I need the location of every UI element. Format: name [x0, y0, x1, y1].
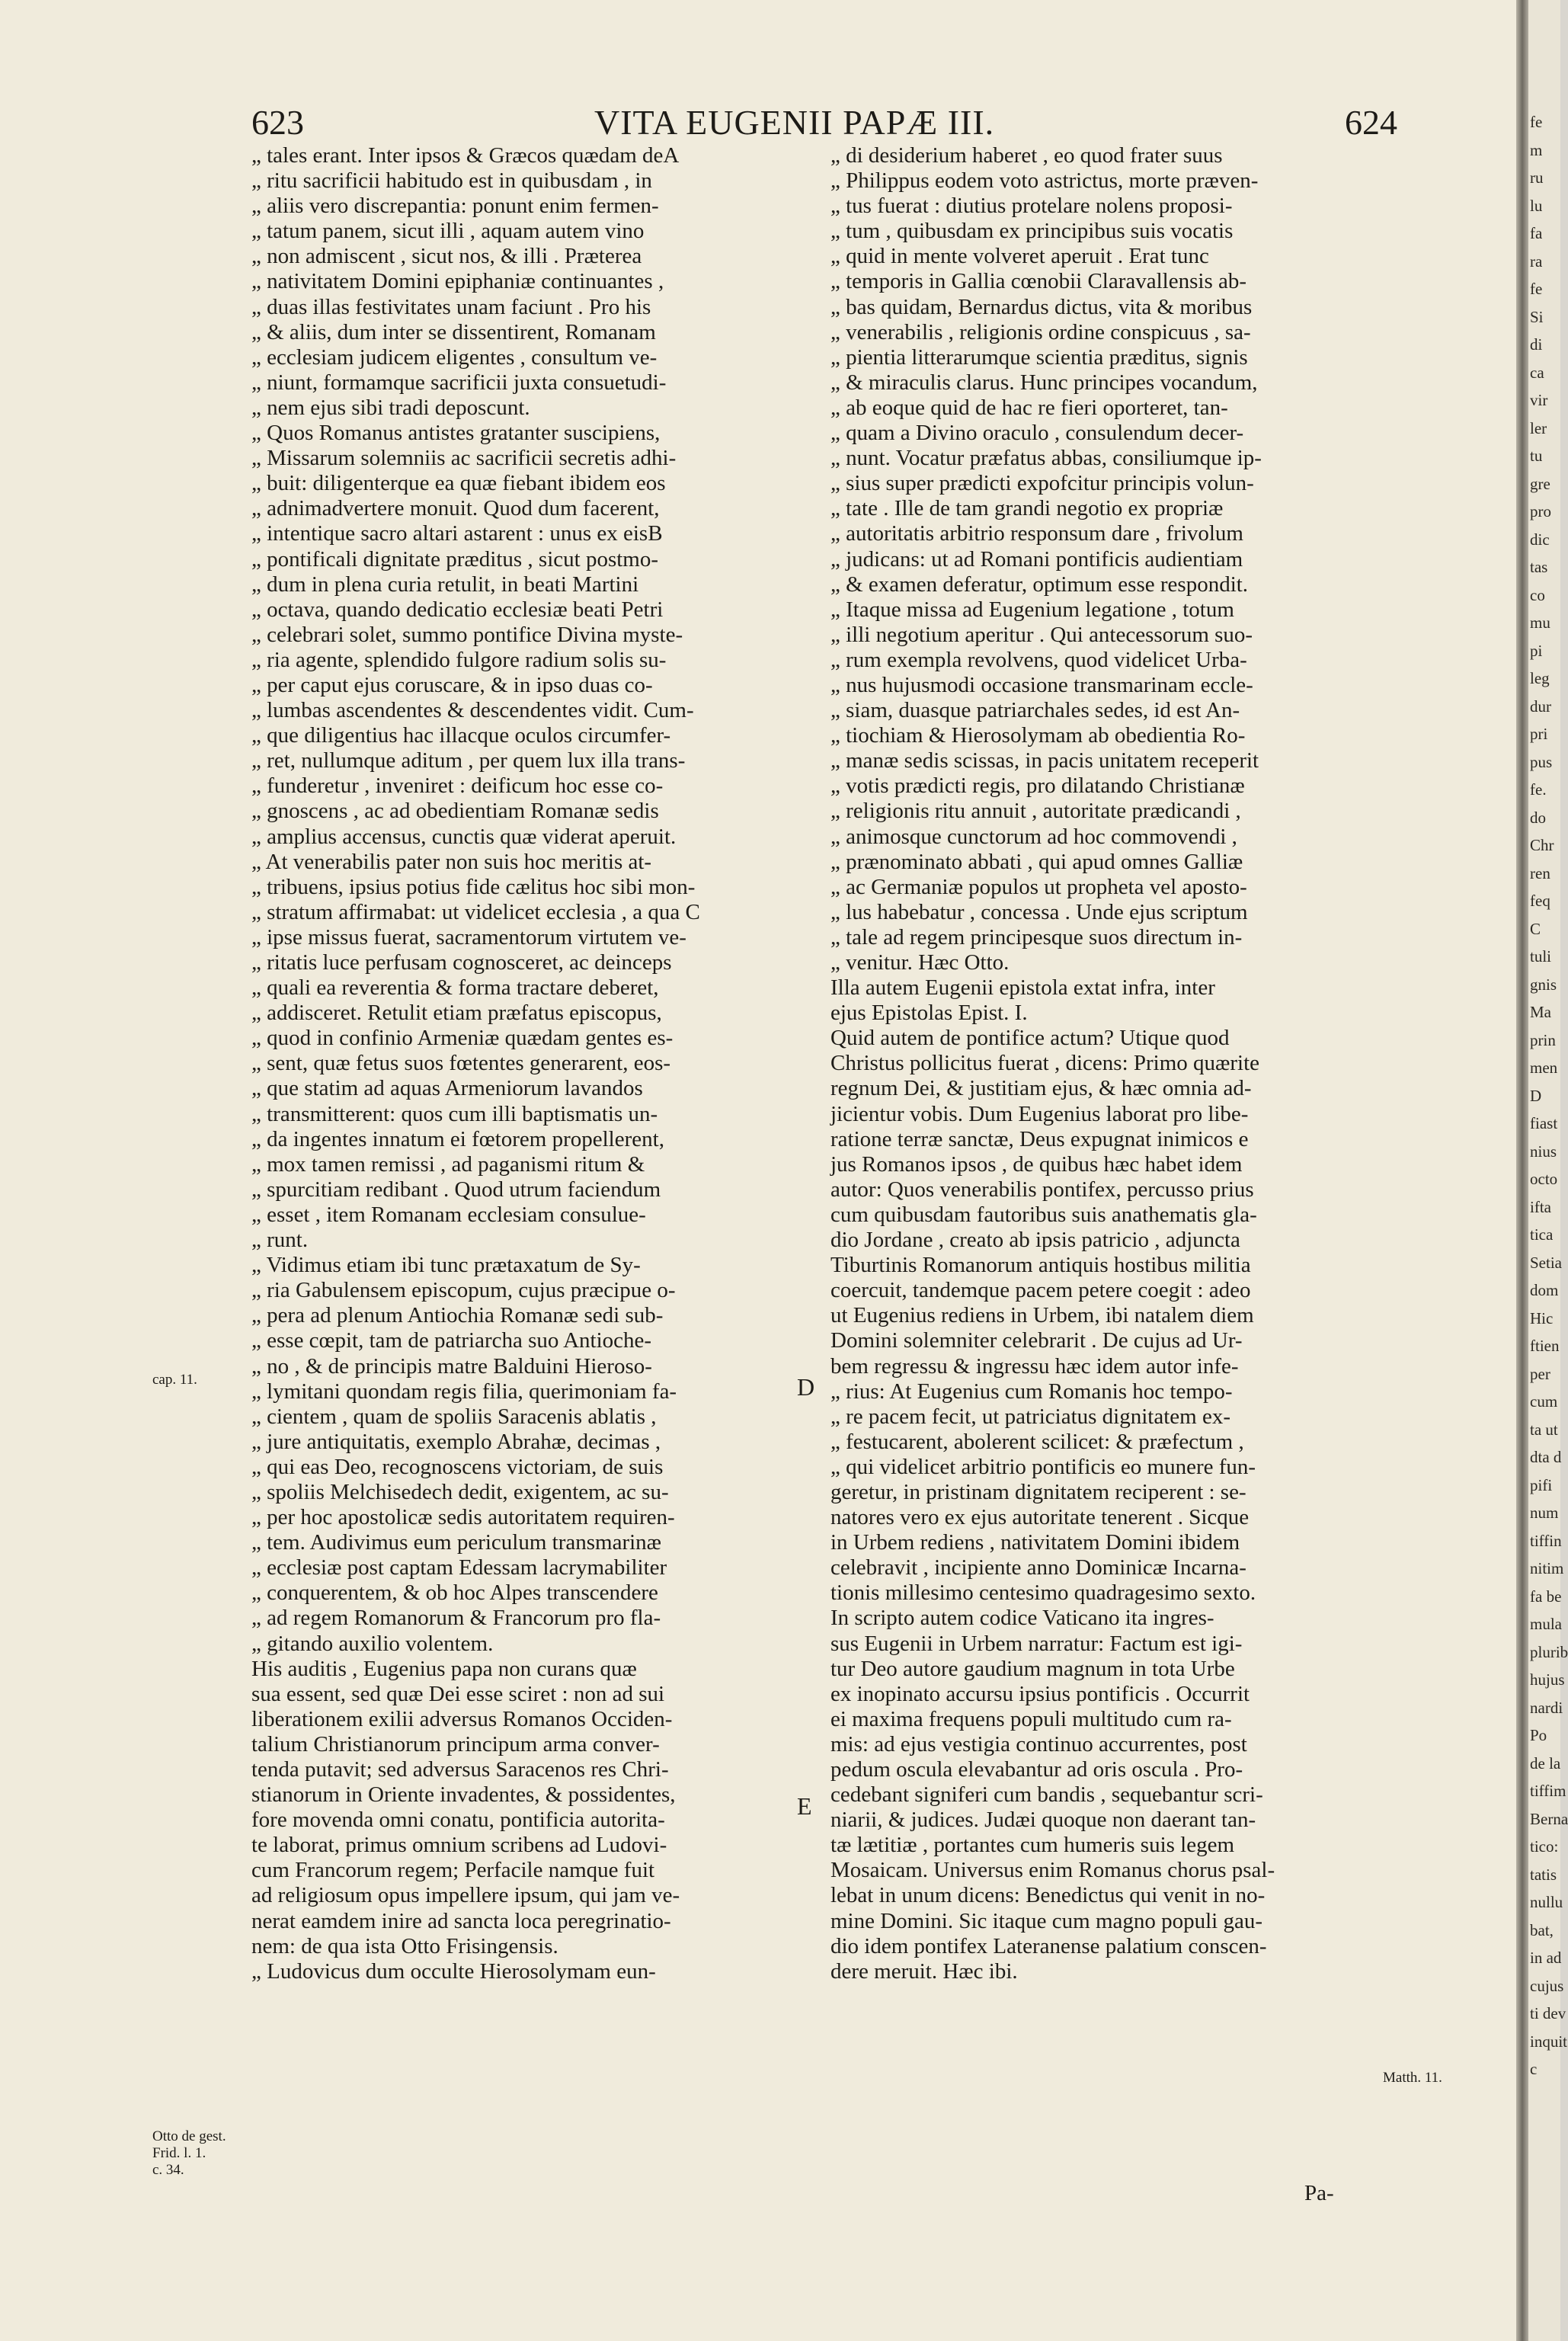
text-line: „ tiochiam & Hierosolymam ab obedientia Ro-	[830, 723, 1246, 748]
text-line: „ transmitterent: quos cum illi baptismatis un-	[251, 1101, 658, 1126]
facing-page-fragment: do	[1530, 808, 1546, 827]
text-line: „ di desiderium haberet , eo quod frater suus	[830, 143, 1223, 168]
text-line: „ judicans: ut ad Romani pontificis audientiam	[830, 546, 1243, 572]
text-line: „ ria Gabulensem episcopum, cujus præcipue o-	[251, 1278, 676, 1303]
text-line: „ & examen deferatur, optimum esse respondit.	[830, 572, 1249, 597]
facing-page-fragment: leg	[1530, 669, 1550, 687]
facing-page-fragment: inquit	[1530, 2032, 1568, 2051]
text-line: „ & miraculis clarus. Hunc principes vocandum,	[830, 370, 1258, 395]
text-line: cedebant signiferi cum bandis , sequebantur scri-	[830, 1782, 1263, 1808]
facing-page-fragment: nitim	[1530, 1559, 1564, 1577]
right-text-column	[830, 143, 1390, 1984]
facing-page-fragment: nius	[1530, 1142, 1557, 1161]
text-line: „ duas illas festivitates unam faciunt . Pro his	[251, 294, 651, 319]
text-line: „ illi negotium aperitur . Qui antecessorum suo-	[830, 622, 1253, 647]
text-line: „ lymitani quondam regis filia, querimoniam fa-	[251, 1379, 677, 1404]
facing-page-fragment: cum	[1530, 1392, 1558, 1411]
text-line: „ sent, quæ fetus suos fœtentes generarent, eos-	[251, 1051, 671, 1076]
text-line: „ funderetur , inveniret : deificum hoc esse co-	[251, 773, 664, 799]
facing-page-fragment: fe	[1530, 280, 1543, 298]
facing-page-fragment: Setia	[1530, 1253, 1562, 1272]
text-line: jicientur vobis. Dum Eugenius laborat pro libe-	[830, 1101, 1249, 1126]
facing-page-fragment: C	[1530, 919, 1541, 938]
text-line: pedum oscula elevabantur ad oris oscula . Pro-	[830, 1757, 1243, 1782]
text-line: „ ipse missus fuerat, sacramentorum virtutem ve-	[251, 924, 686, 950]
text-line: celebravit , incipiente anno Dominicæ Incarna-	[830, 1555, 1246, 1580]
text-line: ut Eugenius rediens in Urbem, ibi natalem diem	[830, 1303, 1254, 1328]
text-line: „ celebrari solet, summo pontifice Divina myste-	[251, 622, 683, 647]
text-line: „ ria agente, splendido fulgore radium solis su-	[251, 647, 667, 672]
text-line: talium Christianorum principum arma conver-	[251, 1731, 660, 1757]
text-line: autor: Quos venerabilis pontifex, percusso prius	[830, 1177, 1254, 1202]
text-line: cum Francorum regem; Perfacile namque fuit	[251, 1858, 655, 1883]
facing-page-fragment: pi	[1530, 641, 1543, 660]
text-line: in Urbem rediens , nativitatem Domini ibidem	[830, 1530, 1240, 1555]
text-line: „ lus habebatur , concessa . Unde ejus scriptum	[830, 899, 1248, 924]
facing-page-fragment: Ma	[1530, 1003, 1551, 1021]
facing-page-fragment: nullu	[1530, 1893, 1563, 1911]
facing-page-fragment: ftien	[1530, 1337, 1560, 1355]
text-line: „ ad regem Romanorum & Francorum pro fla-	[251, 1606, 661, 1631]
facing-page-fragment: pri	[1530, 725, 1548, 743]
facing-page-fragment: fiast	[1530, 1114, 1558, 1132]
text-line: „ adnimadvertere monuit. Quod dum facerent,	[251, 496, 660, 521]
page-number-left: 623	[251, 103, 304, 142]
facing-page-fragment: ifta	[1530, 1197, 1551, 1216]
facing-page-fragment: tica	[1530, 1225, 1554, 1244]
text-line: nerat eamdem inire ad sancta loca peregrinatio-	[251, 1908, 671, 1933]
facing-page-fragment: bat,	[1530, 1920, 1554, 1939]
facing-page-fragment: ti dev	[1530, 2004, 1566, 2022]
facing-page-fragment: Hic	[1530, 1308, 1554, 1327]
text-line: Tiburtinis Romanorum antiquis hostibus militia	[830, 1253, 1251, 1278]
text-line: natores vero ex ejus autoritate tenerent . Sicque	[830, 1505, 1250, 1530]
facing-page-fragment: gnis	[1530, 975, 1557, 994]
text-line: „ niunt, formamque sacrificii juxta consuetudi-	[251, 370, 667, 395]
text-line: „ conquerentem, & ob hoc Alpes transcendere	[251, 1580, 658, 1606]
text-line: regnum Dei, & justitiam ejus, & hæc omnia ad-	[830, 1076, 1252, 1101]
text-line: Christus pollicitus fuerat , dicens: Primo quærite	[830, 1051, 1260, 1076]
facing-page-fragment: dur	[1530, 697, 1551, 716]
text-line: „ runt.	[251, 1228, 309, 1253]
margin-note-otto-2: Frid. l. 1.	[152, 2145, 206, 2161]
text-line: tenda putavit; sed adversus Saracenos res Chri-	[251, 1757, 669, 1782]
facing-page-fragment: mu	[1530, 613, 1550, 632]
text-line: „ tum , quibusdam ex principibus suis vocatis	[830, 219, 1234, 244]
text-line: „ mox tamen remissi , ad paganismi ritum &	[251, 1151, 645, 1177]
text-line: Domini solemniter celebrarit . De cujus ad Ur-	[830, 1328, 1243, 1353]
facing-page-fragment: plurib	[1530, 1642, 1568, 1661]
text-line: „ animosque cunctorum ad hoc commovendi ,	[830, 824, 1237, 849]
facing-page-fragment: hujus	[1530, 1670, 1565, 1689]
text-line: His auditis , Eugenius papa non curans quæ	[251, 1656, 637, 1681]
left-text-column	[251, 143, 808, 1984]
facing-page-fragment: fe.	[1530, 780, 1547, 799]
text-line: „ esset , item Romanam ecclesiam consulue-	[251, 1202, 646, 1227]
text-line: „ sius super prædicti expofcitur principis volun-	[830, 471, 1254, 496]
facing-page-fragment: pifi	[1530, 1475, 1553, 1494]
text-line: „ dum in plena curia retulit, in beati Martini	[251, 572, 639, 597]
text-line: sua essent, sed quæ Dei esse sciret : non ad sui	[251, 1681, 665, 1706]
text-line: „ Ludovicus dum occulte Hierosolymam eun-	[251, 1958, 656, 1984]
text-line: „ nus hujusmodi occasione transmarinam eccle-	[830, 672, 1253, 697]
text-line: nem: de qua ista Otto Frisingensis.	[251, 1933, 558, 1958]
text-line: „ tales erant. Inter ipsos & Græcos quædam deA	[251, 143, 680, 168]
text-line: „ tribuens, ipsius potius fide cælitus hoc sibi mon-	[251, 874, 696, 899]
text-line: „ At venerabilis pater non suis hoc meritis at-	[251, 849, 652, 874]
facing-page-fragment: cujus	[1530, 1976, 1564, 1995]
text-line: tæ lætitiæ , portantes cum humeris suis legem	[830, 1833, 1235, 1858]
text-line: „ que statim ad aquas Armeniorum lavandos	[251, 1076, 643, 1101]
facing-page-fragment: ren	[1530, 863, 1550, 882]
text-line: lebat in unum dicens: Benedictus qui venit in no-	[830, 1883, 1266, 1908]
text-line: „ nunt. Vocatur præfatus abbas, consiliumque ip-	[830, 446, 1262, 471]
text-line: „ jure antiquitatis, exemplo Abrahæ, decimas ,	[251, 1429, 661, 1454]
text-line: In scripto autem codice Vaticano ita ingres-	[830, 1606, 1214, 1631]
text-line: „ per caput ejus coruscare, & in ipso duas co-	[251, 672, 653, 697]
text-line: dio idem pontifex Lateranense palatium conscen-	[830, 1933, 1267, 1958]
text-line: „ votis prædicti regis, pro dilatando Christianæ	[830, 773, 1245, 799]
text-line: „ tale ad regem principesque suos directum in-	[830, 924, 1243, 950]
section-letter-d: D	[797, 1373, 815, 1401]
text-line: „ rum exempla revolvens, quod videlicet Urba-	[830, 647, 1247, 672]
facing-page-fragment: ca	[1530, 363, 1544, 382]
facing-page-fragment: Si	[1530, 307, 1544, 326]
text-line: liberationem exilii adversus Romanos Occiden-	[251, 1706, 673, 1731]
text-line: „ buit: diligenterque ea quæ fiebant ibidem eos	[251, 471, 666, 496]
text-line: coercuit, tandemque pacem petere coegit : adeo	[830, 1278, 1251, 1303]
facing-page-fragment: lu	[1530, 196, 1543, 215]
catchword: Pa-	[1304, 2181, 1334, 2205]
text-line: „ spurcitiam redibant . Quod utrum faciendum	[251, 1177, 661, 1202]
text-line: „ qui eas Deo, recognoscens victoriam, de suis	[251, 1454, 664, 1479]
facing-page-fragment: co	[1530, 585, 1545, 604]
text-line: „ religionis ritu annuit , autoritate prædicandi ,	[830, 799, 1241, 824]
facing-page-fragment: ta ut	[1530, 1420, 1558, 1439]
text-line: „ venerabilis , religionis ordine conspicuus , sa-	[830, 319, 1251, 344]
text-line: „ prænominato abbati , qui apud omnes Galliæ	[830, 849, 1243, 874]
text-line: „ amplius accensus, cunctis quæ viderat aperuit.	[251, 824, 677, 849]
text-line: bem regressu & ingressu hæc idem autor infe-	[830, 1353, 1239, 1379]
text-line: „ tatum panem, sicut illi , aquam autem vino	[251, 219, 645, 244]
text-line: „ da ingentes innatum ei fœtorem propellerent,	[251, 1126, 664, 1151]
text-line: „ siam, duasque patriarchales sedes, id est An-	[830, 698, 1240, 723]
text-line: „ aliis vero discrepantia: ponunt enim fermen-	[251, 194, 659, 219]
text-line: mis: ad ejus vestigia continuo accurrentes, post	[830, 1731, 1247, 1757]
facing-page-fragment: dom	[1530, 1281, 1559, 1299]
margin-note-cap: cap. 11.	[152, 1372, 197, 1388]
text-line: „ nem ejus sibi tradi deposcunt.	[251, 395, 530, 420]
facing-page-fragment: tiffin	[1530, 1531, 1562, 1550]
facing-page-fragment: c	[1530, 2060, 1538, 2078]
text-line: Illa autem Eugenii epistola extat infra, inter	[830, 975, 1215, 1001]
facing-page-fragment: de la	[1530, 1753, 1561, 1773]
text-line: „ & aliis, dum inter se dissentirent, Romanam	[251, 319, 656, 344]
text-line: „ tem. Audivimus eum periculum transmarinæ	[251, 1530, 662, 1555]
facing-page-fragment: Po	[1530, 1726, 1547, 1744]
text-line: „ tate . Ille de tam grandi negotio ex propriæ	[830, 496, 1224, 521]
text-line: fore movenda omni conatu, pontificia autorita-	[251, 1808, 665, 1833]
facing-page-fragment: di	[1530, 335, 1543, 354]
facing-page-fragment: D	[1530, 1086, 1542, 1105]
text-line: „ gnoscens , ac ad obedientiam Romanæ sedis	[251, 799, 659, 824]
text-line: ex inopinato accursu ipsius pontificis . Occurrit	[830, 1681, 1250, 1706]
text-line: mine Domini. Sic itaque cum magno populi gau-	[830, 1908, 1263, 1933]
text-line: „ autoritatis arbitrio responsum dare , frivolum	[830, 521, 1243, 546]
text-line: „ nativitatem Domini epiphaniæ continuantes ,	[251, 269, 664, 294]
facing-page-fragment: m	[1530, 140, 1543, 159]
facing-page-fragment: in ad	[1530, 1949, 1562, 1967]
text-line: tur Deo autore gaudium magnum in tota Urbe	[830, 1656, 1235, 1681]
text-line: ad religiosum opus impellere ipsum, qui jam ve-	[251, 1883, 680, 1908]
facing-page-fragment: dta d	[1530, 1448, 1562, 1466]
facing-page-fragment: pro	[1530, 502, 1551, 520]
facing-page-fragment: fa	[1530, 224, 1543, 242]
text-line: „ temporis in Gallia cœnobii Claravallensis ab-	[830, 269, 1247, 294]
margin-note-otto-1: Otto de gest.	[152, 2128, 226, 2144]
text-line: „ pontificali dignitate præditus , sicut postmo-	[251, 546, 659, 572]
text-line: cum quibusdam fautoribus suis anathematis gla-	[830, 1202, 1257, 1227]
text-line: „ spoliis Melchisedech dedit, exigentem, ac su-	[251, 1479, 669, 1504]
text-line: „ per hoc apostolicæ sedis autoritatem requiren-	[251, 1505, 675, 1530]
text-line: „ non admiscent , sicut nos, & illi . Præterea	[251, 244, 642, 269]
text-line: „ ab eoque quid de hac re fieri oporteret, tan-	[830, 395, 1228, 420]
facing-page-fragment: gre	[1530, 474, 1550, 493]
text-line: „ quid in mente volveret aperuit . Erat tunc	[830, 244, 1209, 269]
text-line: „ rius: At Eugenius cum Romanis hoc tempo-	[830, 1379, 1233, 1404]
facing-page-fragment: tiffim	[1530, 1782, 1566, 1800]
text-line: „ que diligentius hac illacque oculos circumfer-	[251, 723, 671, 748]
text-line: „ Missarum solemniis ac sacrificii secretis adhi-	[251, 446, 677, 471]
text-line: „ octava, quando dedicatio ecclesiæ beati Petri	[251, 597, 664, 622]
facing-page-fragment: feq	[1530, 892, 1550, 910]
text-line: „ quali ea reverentia & forma tractare deberet,	[251, 975, 659, 1001]
running-title: VITA EUGENII PAPÆ III.	[594, 103, 995, 142]
facing-page-fragment: tatis	[1530, 1865, 1557, 1884]
text-line: „ ac Germaniæ populos ut propheta vel aposto-	[830, 874, 1247, 899]
text-line: „ tus fuerat : diutius protelare nolens proposi-	[830, 194, 1233, 219]
facing-page-fragment: mula	[1530, 1615, 1562, 1633]
facing-page-fragment: dic	[1530, 530, 1550, 549]
text-line: geretur, in pristinam dignitatem reciperent : se-	[830, 1479, 1246, 1504]
page-number-right: 624	[1345, 103, 1397, 142]
text-line: „ cientem , quam de spoliis Saracenis ablatis ,	[251, 1404, 657, 1429]
text-line: „ ritatis luce perfusam cognosceret, ac deinceps	[251, 950, 672, 975]
facing-page-fragment: fe	[1530, 113, 1543, 131]
text-line: sus Eugenii in Urbem narratur: Factum est igi-	[830, 1631, 1243, 1656]
text-line: Quid autem de pontifice actum? Utique quod	[830, 1026, 1230, 1051]
text-line: „ Philippus eodem voto astrictus, morte præven-	[830, 168, 1259, 194]
text-line: „ addisceret. Retulit etiam præfatus episcopus,	[251, 1001, 662, 1026]
facing-page-edge	[1528, 0, 1568, 2341]
facing-page-fragment: fa be	[1530, 1587, 1562, 1606]
text-line: „ manæ sedis scissas, in pacis unitatem receperit	[830, 748, 1259, 773]
text-line: „ ritu sacrificii habitudo est in quibusdam , in	[251, 168, 652, 194]
margin-note-otto-3: c. 34.	[152, 2162, 184, 2178]
text-line: „ qui videlicet arbitrio pontificis eo munere fun-	[830, 1454, 1256, 1479]
text-line: stianorum in Oriente invadentes, & possidentes,	[251, 1782, 676, 1808]
text-line: „ gitando auxilio volentem.	[251, 1631, 494, 1656]
facing-page-fragment: num	[1530, 1504, 1559, 1522]
text-line: „ quod in confinio Armeniæ quædam gentes es-	[251, 1026, 674, 1051]
text-line: ei maxima frequens populi multitudo cum ra-	[830, 1706, 1232, 1731]
text-line: „ re pacem fecit, ut patriciatus dignitatem ex-	[830, 1404, 1230, 1429]
facing-page-fragment: Berna	[1530, 1809, 1568, 1828]
facing-page-fragment: prin	[1530, 1030, 1556, 1049]
section-letter-e: E	[797, 1792, 812, 1820]
text-line: tionis millesimo centesimo quadragesimo sexto.	[830, 1580, 1256, 1606]
text-line: niarii, & judices. Judæi quoque non daerant tan-	[830, 1808, 1256, 1833]
facing-page-fragment: Chr	[1530, 836, 1554, 854]
text-line: „ festucarent, abolerent scilicet: & præfectum ,	[830, 1429, 1244, 1454]
facing-page-fragment: per	[1530, 1364, 1550, 1383]
text-line: „ Itaque missa ad Eugenium legatione , totum	[830, 597, 1234, 622]
facing-page-fragment: tas	[1530, 558, 1548, 576]
margin-note-matth: Matth. 11.	[1383, 2070, 1442, 2086]
book-gutter	[1516, 0, 1528, 2341]
text-line: „ no , & de principis matre Balduini Hieroso-	[251, 1353, 652, 1379]
facing-page-fragment: men	[1530, 1058, 1558, 1077]
text-line: „ stratum affirmabat: ut videlicet ecclesia , a qua C	[251, 899, 700, 924]
facing-page-fragment: ra	[1530, 251, 1543, 271]
text-line: „ ecclesiæ post captam Edessam lacrymabiliter	[251, 1555, 667, 1580]
text-line: „ Quos Romanus antistes gratanter suscipiens,	[251, 421, 661, 446]
facing-page-fragment: octo	[1530, 1170, 1558, 1188]
facing-page-fragment: tico:	[1530, 1837, 1559, 1856]
text-line: „ intentique sacro altari astarent : unus ex eisB	[251, 521, 663, 546]
text-line: „ pientia litterarumque scientia præditus, signis	[830, 344, 1248, 370]
text-line: „ quam a Divino oraculo , consulendum decer-	[830, 421, 1244, 446]
text-line: te laborat, primus omnium scribens ad Ludovi-	[251, 1833, 667, 1858]
text-line: Mosaicam. Universus enim Romanus chorus psal-	[830, 1858, 1275, 1883]
facing-page-fragment: ru	[1530, 168, 1544, 187]
text-line: „ pera ad plenum Antiochia Romanæ sedi sub-	[251, 1303, 664, 1328]
facing-page-fragment: tu	[1530, 447, 1543, 465]
text-line: „ ecclesiam judicem eligentes , consultum ve-	[251, 344, 658, 370]
text-line: dio Jordane , creato ab ipsis patricio , adjuncta	[830, 1228, 1240, 1253]
text-line: „ bas quidam, Bernardus dictus, vita & moribus	[830, 294, 1253, 319]
facing-page-fragment: nardi	[1530, 1698, 1563, 1717]
text-line: „ lumbas ascendentes & descendentes vidit. Cum-	[251, 698, 694, 723]
text-line: „ venitur. Hæc Otto.	[830, 950, 1010, 975]
text-line: „ Vidimus etiam ibi tunc prætaxatum de Sy-	[251, 1253, 641, 1278]
text-line: „ esse cœpit, tam de patriarcha suo Antioche-	[251, 1328, 652, 1353]
facing-page-fragment: tuli	[1530, 947, 1552, 966]
text-line: dere meruit. Hæc ibi.	[830, 1958, 1018, 1984]
facing-page-fragment: ler	[1530, 418, 1547, 437]
text-line: jus Romanos ipsos , de quibus hæc habet idem	[830, 1151, 1243, 1177]
facing-page-fragment: pus	[1530, 752, 1553, 771]
text-line: „ ret, nullumque aditum , per quem lux illa trans-	[251, 748, 686, 773]
text-line: ejus Epistolas Epist. I.	[830, 1001, 1028, 1026]
text-line: ratione terræ sanctæ, Deus expugnat inimicos e	[830, 1126, 1249, 1151]
facing-page-fragment: vir	[1530, 391, 1548, 409]
